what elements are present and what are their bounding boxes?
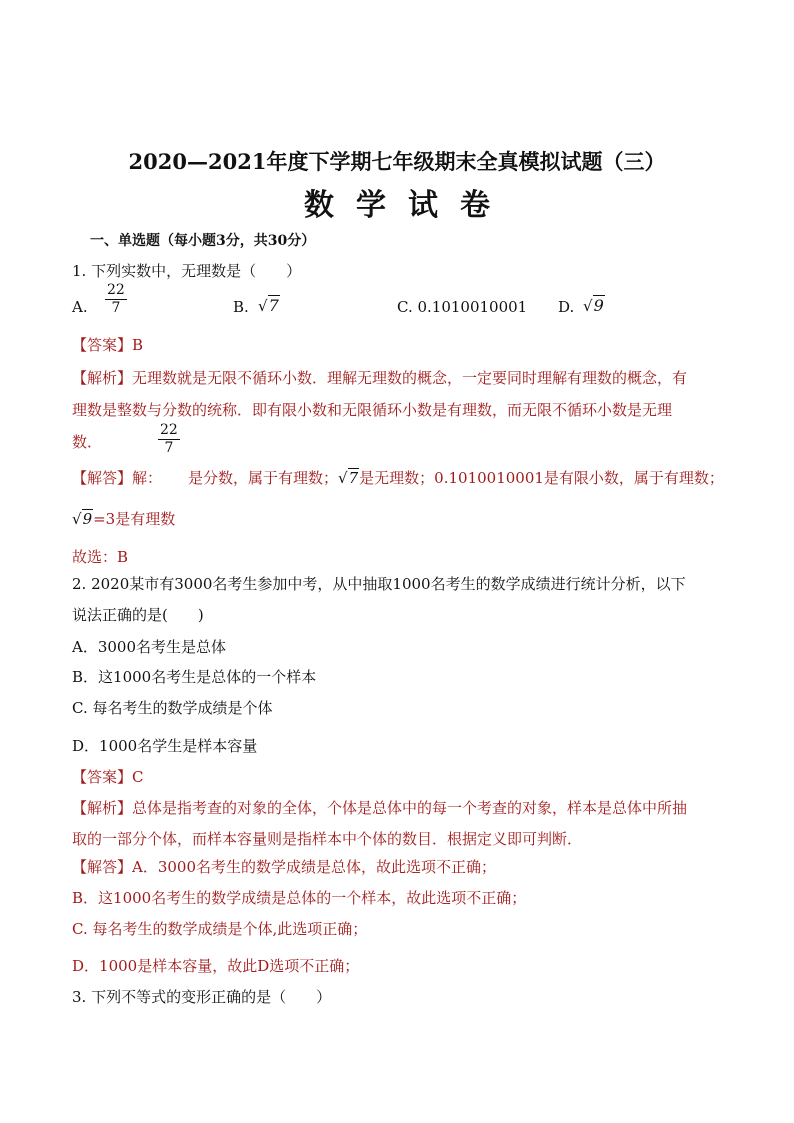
q2-option-a: A．3000名考生是总体	[72, 638, 227, 656]
answer-value: B	[132, 336, 144, 354]
q2-analysis-line-1	[72, 797, 687, 818]
solution-text: 是无理数；	[359, 469, 435, 487]
q2-solution-a	[72, 856, 496, 877]
sqrt-argument: 7	[348, 469, 359, 487]
q2-stem-line-2: 说法正确的是( )	[72, 606, 204, 624]
sqrt-argument: 7	[268, 296, 279, 315]
sqrt-icon: √	[583, 297, 593, 315]
q2-analysis-line-2: 取的一部分个体，而样本容量则是指样本中个体的数目．根据定义即可判断．	[72, 830, 583, 848]
solution-tag: 【解答】	[72, 858, 133, 876]
exam-subtitle: 数学试卷	[304, 188, 512, 223]
q1-analysis-line-2: 理数是整数与分数的统称．即有限小数和无限循环小数是有理数，而无限不循环小数是无理	[72, 401, 673, 419]
analysis-text: 无理数就是无限不循环小数．理解无理数的概念，一定要同时理解有理数的概念，有	[132, 369, 688, 387]
q1-analysis-line-3: 数．	[72, 433, 103, 451]
q1-solution-line-1	[72, 467, 724, 488]
section-heading: 一、单选题（每小题3分，共30分）	[90, 233, 316, 249]
answer-tag: 【答案】	[72, 336, 133, 354]
q2-solution-c: C. 每名考生的数学成绩是个体,此选项正确；	[72, 920, 368, 938]
q2-answer	[72, 766, 144, 787]
q1-choice: 故选：B	[72, 548, 129, 566]
sqrt-icon: √	[338, 469, 348, 487]
q2-solution-b: B．这1000名考生的数学成绩是总体的一个样本，故此选项不正确；	[72, 889, 527, 907]
solution-text: 是分数，属于有理数；	[188, 469, 339, 487]
sqrt-icon: √	[258, 297, 268, 315]
q2-option-d: D．1000名学生是样本容量	[72, 737, 258, 755]
solution-text: 是有限小数，属于有理数；	[543, 469, 724, 487]
sqrt-argument: 9	[593, 296, 604, 315]
q1-stem: 1. 下列实数中，无理数是（ ）	[72, 262, 302, 280]
fraction-numerator: 22	[107, 282, 125, 298]
q1-option-b-sqrt	[258, 296, 280, 315]
q1-analysis-line-1	[72, 367, 687, 388]
q2-solution-d: D．1000是样本容量，故此D选项不正确；	[72, 957, 360, 975]
q1-option-a-fraction	[105, 282, 127, 317]
solution-tag: 【解答】	[72, 469, 133, 487]
answer-value: C	[132, 768, 144, 786]
q1-answer	[72, 334, 143, 355]
q1-option-b-label: B.	[233, 298, 249, 316]
q2-stem-line-1: 2. 2020某市有3000名考生参加中考，从中抽取1000名考生的数学成绩进行统计分析，以下	[72, 575, 686, 593]
q1-solution-line-2	[72, 508, 175, 529]
answer-tag: 【答案】	[72, 768, 133, 786]
solution-text: 解：	[132, 469, 163, 487]
solution-text: A．3000名考生的数学成绩是总体，故此选项不正确；	[132, 858, 497, 876]
q1-option-c: C. 0.1010010001	[397, 298, 528, 316]
sqrt-argument: 9	[82, 510, 93, 528]
fraction-denominator: 7	[164, 440, 174, 456]
q1-option-a-label: A.	[72, 298, 88, 316]
q1-analysis-fraction	[158, 422, 180, 457]
analysis-tag: 【解析】	[72, 799, 133, 817]
analysis-tag: 【解析】	[72, 369, 133, 387]
exam-title: 2020—2021年度下学期七年级期末全真模拟试题（三）	[128, 149, 666, 174]
solution-number: 0.1010010001	[434, 469, 544, 487]
q1-option-d-label: D.	[558, 298, 575, 316]
sqrt-icon: √	[72, 510, 82, 528]
q3-stem: 3. 下列不等式的变形正确的是（ ）	[72, 988, 332, 1006]
analysis-text: 总体是指考查的对象的全体，个体是总体中的每一个考查的对象，样本是总体中所抽	[132, 799, 688, 817]
q2-option-b: B．这1000名考生是总体的一个样本	[72, 668, 317, 686]
q2-option-c: C. 每名考生的数学成绩是个体	[72, 699, 273, 717]
fraction-numerator: 22	[160, 422, 178, 438]
solution-text: =3是有理数	[93, 510, 176, 528]
q1-option-d-sqrt	[583, 296, 605, 315]
fraction-denominator: 7	[111, 300, 121, 316]
